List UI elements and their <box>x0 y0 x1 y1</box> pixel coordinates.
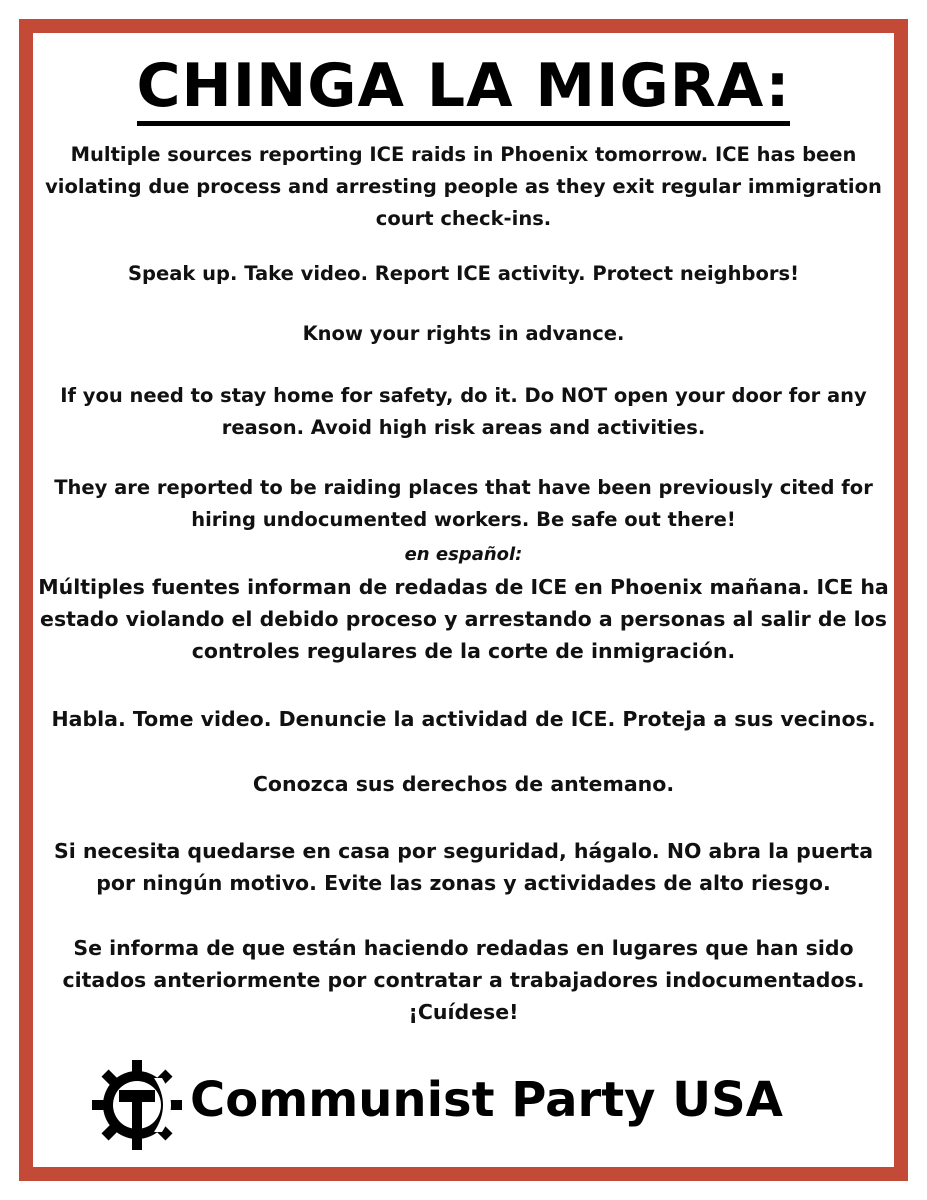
spanish-label: en español: <box>404 544 523 565</box>
poster-title <box>0 50 927 122</box>
english-paragraph-2: Speak up. Take video. Report ICE activity. Protect neighbors! <box>128 262 799 285</box>
gear-hammer-logo-icon <box>92 1060 182 1150</box>
english-paragraph-5: They are reported to be raiding places that have been previously cited for hiring undocumented workers. Be safe out there! <box>54 476 873 531</box>
spanish-paragraph-1: Múltiples fuentes informan de redadas de ICE en Phoenix mañana. ICE ha estado violando el debido proceso y arrestando a personas al salir de los controles regulares de la corte de inmigración. <box>38 575 889 663</box>
english-paragraph-3: Know your rights in advance. <box>302 322 625 345</box>
spanish-paragraph-4: Si necesita quedarse en casa por seguridad, hágalo. NO abra la puerta por ningún motivo. Evite las zonas y actividades de alto riesgo. <box>53 839 874 895</box>
english-paragraph-4: If you need to stay home for safety, do it. Do NOT open your door for any reason. Avoid high risk areas and activities. <box>60 384 867 439</box>
organization-name: Communist Party USA <box>190 1072 783 1128</box>
spanish-paragraph-2: Habla. Tome video. Denuncie la actividad de ICE. Proteja a sus vecinos. <box>51 707 876 731</box>
poster-title-text: CHINGA LA MIGRA: <box>137 51 791 126</box>
spanish-paragraph-5: Se informa de que están haciendo redadas en lugares que han sido citados anteriormente por contratar a trabajadores indocumentados. ¡Cuídese! <box>62 936 865 1024</box>
english-paragraph-1: Multiple sources reporting ICE raids in Phoenix tomorrow. ICE has been violating due process and arresting people as they exit regular immigration court check-ins. <box>45 143 882 230</box>
spanish-paragraph-3: Conozca sus derechos de antemano. <box>252 772 675 796</box>
